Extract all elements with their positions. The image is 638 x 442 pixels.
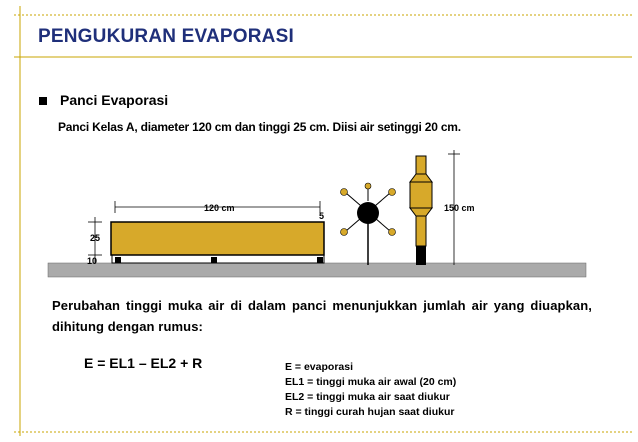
- rain-gauge-funnel-bottom: [410, 208, 432, 216]
- evaporation-pan: [111, 222, 324, 255]
- instrument-height-label: 150 cm: [444, 203, 475, 213]
- bullet-heading: Panci Evaporasi: [60, 92, 169, 108]
- rain-gauge-base: [416, 246, 426, 265]
- pan-specification: Panci Kelas A, diameter 120 cm dan tinggi 25 cm. Diisi air setinggi 20 cm.: [58, 120, 461, 134]
- rain-gauge-funnel-top: [410, 174, 432, 182]
- slide-title: PENGUKURAN EVAPORASI: [38, 26, 294, 47]
- pan-support-right: [317, 257, 323, 263]
- anemometer-cup-3: [341, 229, 348, 236]
- pan-support-left: [115, 257, 121, 263]
- formula-legend: [285, 360, 456, 420]
- pan-support-middle: [211, 257, 217, 263]
- legend-item: R = tinggi curah hujan saat diukur: [285, 406, 455, 418]
- rain-gauge-stem: [416, 216, 426, 246]
- legend-item: EL1 = tinggi muka air awal (20 cm): [285, 376, 457, 388]
- pan-diameter-label: 120 cm: [204, 203, 235, 213]
- anemometer-hub: [357, 202, 379, 224]
- anemometer-cup-2: [389, 189, 396, 196]
- gauge-label: 5: [319, 211, 325, 221]
- rain-gauge-body: [410, 182, 432, 208]
- ground-strip: [48, 263, 586, 277]
- explanation-paragraph: Perubahan tinggi muka air di dalam panci menunjukkan jumlah air yang diuapkan, dihitung dengan rumus:: [52, 298, 592, 334]
- pan-base-platform: [112, 255, 324, 263]
- legend-item: EL2 = tinggi muka air saat diukur: [285, 391, 450, 403]
- anemometer-cup-5: [365, 183, 371, 189]
- pan-height-label: 25: [90, 233, 101, 243]
- anemometer-cup-4: [389, 229, 396, 236]
- rain-gauge-cap: [416, 156, 426, 174]
- base-height-label: 10: [87, 256, 98, 266]
- evaporation-formula: E = EL1 – EL2 + R: [84, 355, 203, 371]
- anemometer-cup-1: [341, 189, 348, 196]
- legend-item: E = evaporasi: [285, 361, 353, 373]
